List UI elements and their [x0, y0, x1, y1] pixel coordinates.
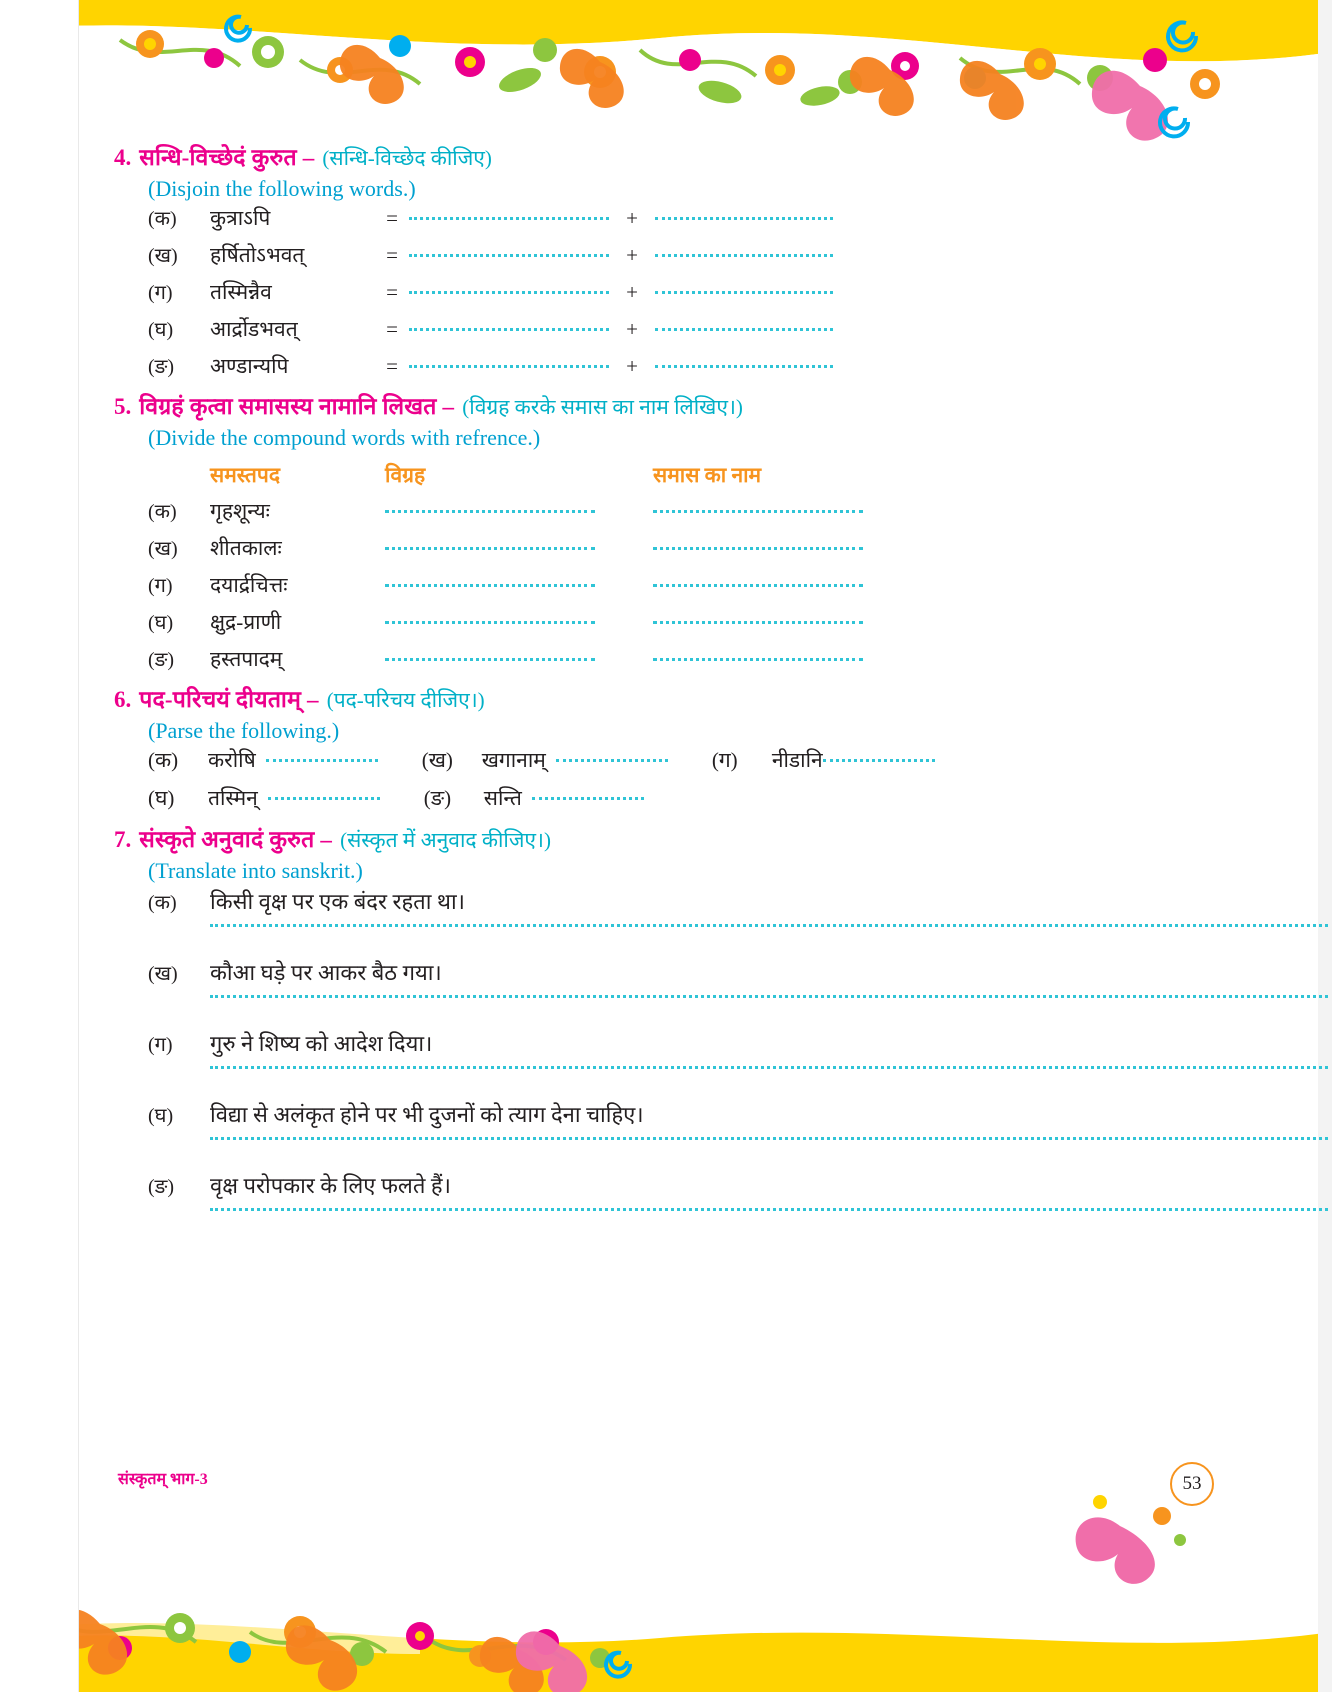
answer-blank[interactable]	[409, 217, 609, 220]
sentence-line	[148, 1099, 1258, 1129]
answer-blank[interactable]	[210, 995, 1328, 998]
question-7-heading	[78, 822, 1258, 854]
item-label: (क)	[148, 748, 179, 772]
item-word: अण्डान्यपि	[210, 354, 289, 378]
item-label: (क)	[148, 208, 177, 230]
question-5-title-sanskrit: विग्रहं कृत्वा समासस्य नामानि लिखत –	[139, 394, 455, 419]
answer-blank[interactable]	[653, 621, 863, 624]
answer-blank[interactable]	[653, 510, 863, 513]
question-5-heading	[78, 389, 1258, 421]
question-5-title-english: (Divide the compound words with refrence.)	[148, 425, 541, 450]
item-label: (घ)	[148, 786, 175, 810]
question-4-items	[78, 204, 1258, 380]
item-word: हस्तपादम्	[210, 647, 283, 671]
exercise-content	[78, 140, 1258, 1241]
list-item	[148, 784, 380, 812]
answer-blank[interactable]	[210, 1208, 1328, 1211]
item-label: (घ)	[148, 612, 174, 634]
item-label: (घ)	[148, 1105, 174, 1127]
answer-blank[interactable]	[655, 328, 833, 331]
question-7-title-hindi: (संस्कृत में अनुवाद कीजिए।)	[340, 828, 551, 852]
bottom-decorative-border	[0, 1482, 1332, 1692]
answer-blank[interactable]	[655, 291, 833, 294]
plus-sign: +	[626, 280, 638, 304]
samasa-name-cell[interactable]	[653, 536, 921, 561]
answer-blank[interactable]	[266, 759, 378, 762]
answer-blank[interactable]	[210, 1137, 1328, 1140]
item-word: क्षुद्र-प्राणी	[210, 610, 282, 634]
question-4-heading	[78, 140, 1258, 172]
answer-blank[interactable]	[655, 365, 833, 368]
item-label: (ग)	[148, 1034, 173, 1056]
item-label: (ङ)	[148, 649, 175, 671]
list-item	[78, 886, 1258, 927]
column-header-samastapada: समस्तपद	[210, 463, 280, 487]
answer-blank[interactable]	[409, 328, 609, 331]
plus-sign: +	[626, 354, 638, 378]
vigraha-cell[interactable]	[385, 499, 653, 524]
footer-book-title: संस्कृतम् भाग-3	[118, 1471, 208, 1488]
question-7-title-sanskrit: संस्कृते अनुवादं कुरुत –	[139, 827, 333, 852]
item-sentence: गुरु ने शिष्य को आदेश दिया।	[210, 1031, 433, 1056]
question-5-title-hindi: (विग्रह करके समास का नाम लिखिए।)	[462, 395, 743, 419]
question-5-number: 5.	[114, 394, 132, 419]
list-item	[712, 746, 935, 774]
answer-blank[interactable]	[655, 254, 833, 257]
item-word: सन्ति	[483, 786, 522, 810]
question-7-number: 7.	[114, 827, 132, 852]
item-word: हर्षितोऽभवत्	[210, 243, 305, 267]
item-label: (ख)	[421, 748, 453, 772]
equals-sign: =	[386, 206, 398, 230]
item-word: दयार्द्रचित्तः	[210, 573, 288, 597]
left-page-edge	[0, 0, 79, 1692]
item-label: (ख)	[148, 963, 178, 985]
list-item	[148, 352, 1258, 380]
question-4-title-hindi: (सन्धि-विच्छेद कीजिए)	[322, 146, 492, 170]
list-item	[148, 746, 378, 774]
item-label: (घ)	[148, 319, 174, 341]
page-number: 53	[1170, 1462, 1214, 1506]
answer-blank[interactable]	[385, 658, 595, 661]
item-label: (ङ)	[148, 356, 175, 378]
item-sentence: वृक्ष परोपकार के लिए फलते हैं।	[210, 1173, 451, 1198]
table-row	[148, 608, 1258, 636]
table-row	[148, 571, 1258, 599]
question-6	[78, 682, 1258, 812]
vigraha-cell[interactable]	[385, 573, 653, 598]
answer-blank[interactable]	[385, 510, 595, 513]
list-item	[422, 746, 668, 774]
item-label: (ग)	[711, 748, 738, 772]
samasa-name-cell[interactable]	[653, 647, 921, 672]
vigraha-cell[interactable]	[385, 610, 653, 635]
question-5-items	[78, 497, 1258, 673]
sentence-line	[148, 886, 1258, 916]
item-sentence: कौआ घड़े पर आकर बैठ गया।	[210, 960, 442, 985]
item-word: नीडानि	[771, 748, 823, 772]
vigraha-cell[interactable]	[385, 647, 653, 672]
list-item	[424, 784, 644, 812]
question-4-title-sanskrit: सन्धि-विच्छेदं कुरुत –	[139, 145, 315, 170]
question-6-title-sanskrit: पद-परिचयं दीयताम् –	[139, 687, 319, 712]
item-label: (ख)	[148, 245, 178, 267]
top-decorative-border	[0, 0, 1332, 150]
list-item	[148, 278, 1258, 306]
column-header-vigraha: विग्रह	[385, 463, 426, 487]
table-row	[148, 645, 1258, 673]
samasa-name-cell[interactable]	[653, 610, 921, 635]
plus-sign: +	[626, 206, 638, 230]
answer-blank[interactable]	[653, 658, 863, 661]
equals-sign: =	[386, 354, 398, 378]
table-row	[148, 534, 1258, 562]
answer-blank[interactable]	[409, 365, 609, 368]
answer-blank[interactable]	[655, 217, 833, 220]
list-item	[148, 241, 1258, 269]
answer-blank[interactable]	[409, 254, 609, 257]
equals-sign: =	[386, 243, 398, 267]
item-word: तस्मिन्	[208, 786, 258, 810]
question-7-title-english: (Translate into sanskrit.)	[148, 858, 363, 883]
item-label: (ग)	[148, 282, 173, 304]
item-sentence: विद्या से अलंकृत होने पर भी दुजनों को त्याग देना चाहिए।	[210, 1102, 644, 1127]
sentence-line	[148, 1170, 1258, 1200]
plus-sign: +	[626, 243, 638, 267]
question-4	[78, 140, 1258, 380]
item-word: करोषि	[208, 748, 256, 772]
answer-blank[interactable]	[532, 797, 644, 800]
list-item	[78, 1099, 1258, 1140]
question-6-row-2	[78, 784, 1258, 812]
equals-sign: =	[386, 317, 398, 341]
samasa-name-cell[interactable]	[653, 499, 921, 524]
item-word: खगानाम्	[481, 748, 546, 772]
answer-blank[interactable]	[268, 797, 380, 800]
equals-sign: =	[386, 280, 398, 304]
answer-blank[interactable]	[653, 584, 863, 587]
answer-blank[interactable]	[653, 547, 863, 550]
item-word: कुत्राऽपि	[210, 206, 271, 230]
question-7	[78, 822, 1258, 1211]
question-4-title-english: (Disjoin the following words.)	[148, 176, 416, 201]
item-label: (क)	[148, 892, 177, 914]
list-item	[78, 1028, 1258, 1069]
item-word: शीतकालः	[210, 536, 282, 560]
right-page-edge	[1318, 0, 1332, 1692]
answer-blank[interactable]	[385, 547, 595, 550]
question-5	[78, 389, 1258, 673]
spacer	[148, 461, 210, 489]
question-6-title-hindi: (पद-परिचय दीजिए।)	[326, 688, 485, 712]
answer-blank[interactable]	[823, 759, 935, 762]
question-6-number: 6.	[114, 687, 132, 712]
item-word: आर्द्रोडभवत्	[210, 317, 298, 341]
list-item	[78, 957, 1258, 998]
item-word: गृहशून्यः	[210, 499, 270, 523]
list-item	[78, 1170, 1258, 1211]
answer-blank[interactable]	[385, 584, 595, 587]
sentence-line	[148, 1028, 1258, 1058]
question-5-table-header	[78, 461, 1258, 489]
item-label: (क)	[148, 501, 177, 523]
list-item	[148, 315, 1258, 343]
question-4-number: 4.	[114, 145, 132, 170]
item-label: (ङ)	[423, 786, 452, 810]
answer-blank[interactable]	[385, 621, 595, 624]
list-item	[148, 204, 1258, 232]
column-header-samasa-name: समास का नाम	[653, 463, 762, 487]
samasa-name-cell[interactable]	[653, 573, 921, 598]
answer-blank[interactable]	[556, 759, 668, 762]
answer-blank[interactable]	[210, 924, 1328, 927]
question-6-title-english: (Parse the following.)	[148, 718, 340, 743]
plus-sign: +	[626, 317, 638, 341]
question-6-heading	[78, 682, 1258, 714]
vigraha-cell[interactable]	[385, 536, 653, 561]
answer-blank[interactable]	[409, 291, 609, 294]
item-label: (ङ)	[148, 1176, 175, 1198]
item-label: (ग)	[148, 575, 173, 597]
table-row	[148, 497, 1258, 525]
item-sentence: किसी वृक्ष पर एक बंदर रहता था।	[210, 889, 465, 914]
item-word: तस्मिन्नैव	[210, 280, 272, 304]
item-label: (ख)	[148, 538, 178, 560]
question-6-row-1	[78, 746, 1258, 774]
sentence-line	[148, 957, 1258, 987]
answer-blank[interactable]	[210, 1066, 1328, 1069]
